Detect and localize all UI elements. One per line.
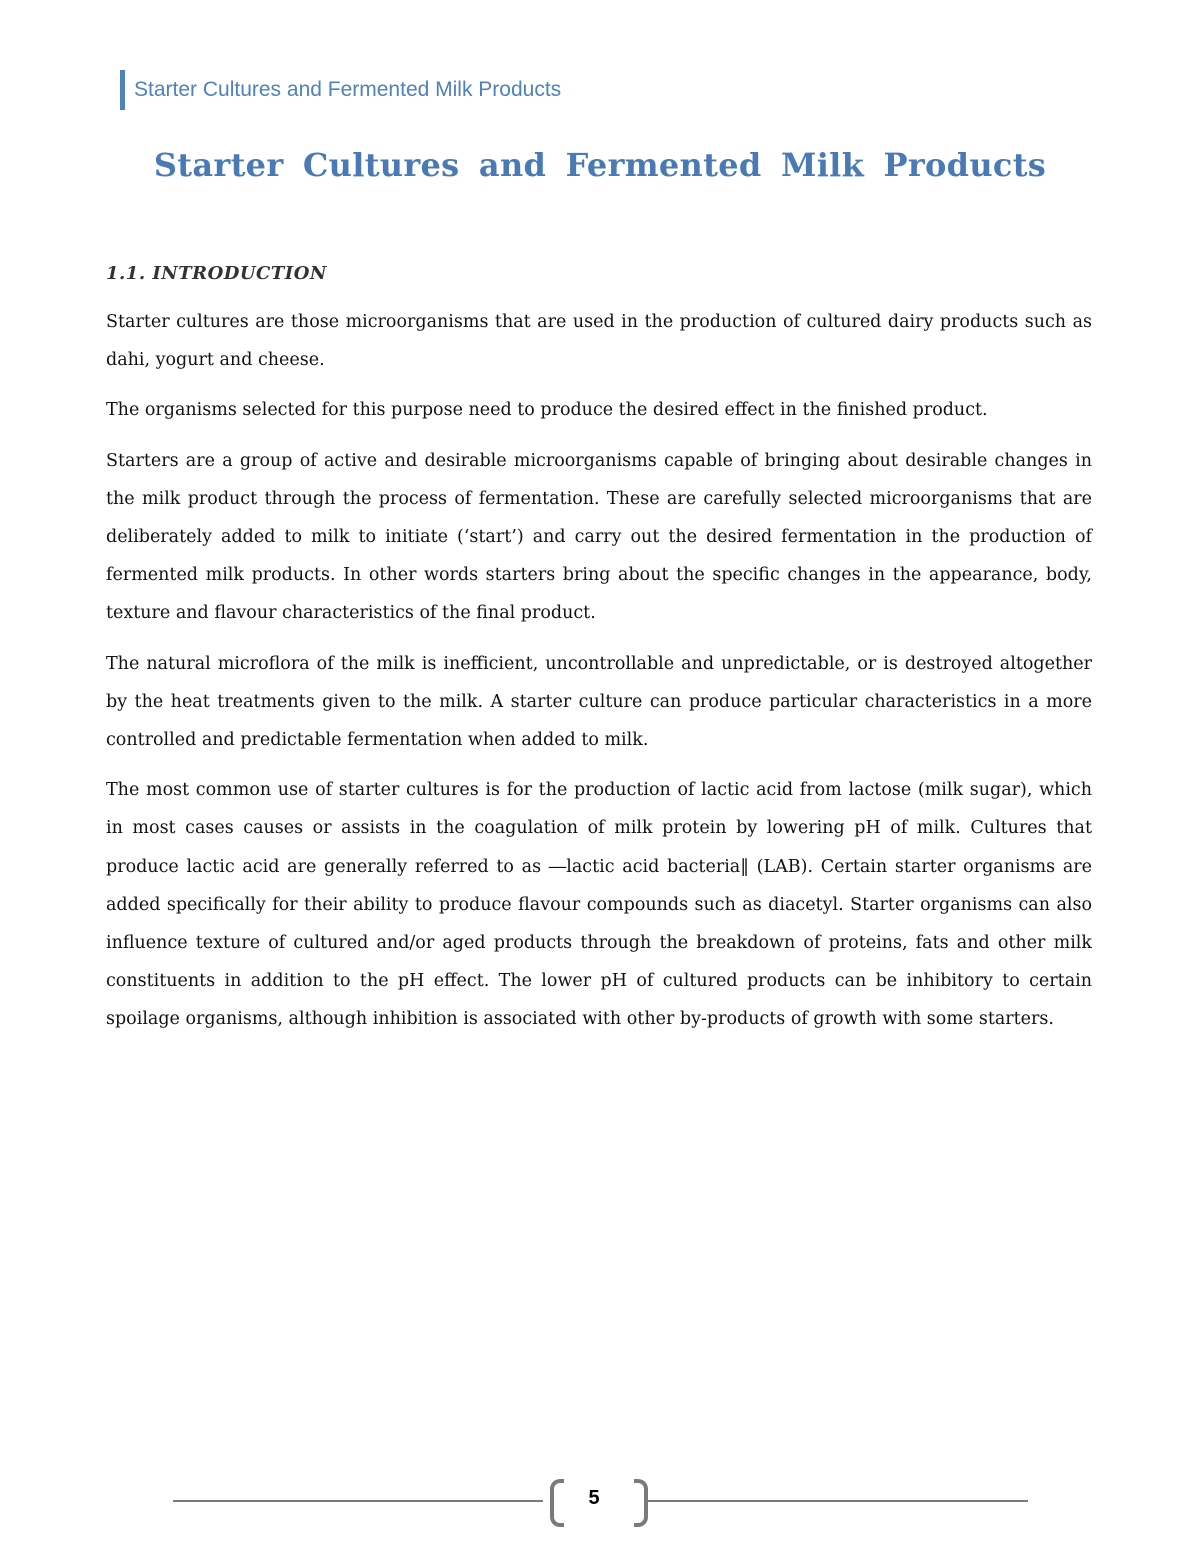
document-body: [106, 262, 1092, 1051]
running-header: [120, 70, 561, 110]
paragraph-1: Starter cultures are those microorganisms that are used in the production of cultured dairy products such as dahi, yogurt and cheese.: [106, 312, 1092, 371]
paragraph-5: The most common use of starter cultures is for the production of lactic acid from lactose (milk sugar), which in most cases causes or assists in the coagulation of milk protein by lowering pH of milk. Cultures that produce lactic acid are generally referred to as ―lactic acid bacteria‖ (LAB). Certain starter organisms are added specifically for their ability to produce flavour compounds such as diacetyl. Starter organisms can also influence texture of cultured and/or aged products through the breakdown of proteins, fats and other milk constituents in addition to the pH effect. The lower pH of cultured products can be inhibitory to certain spoilage organisms, although inhibition is associated with other by-products of growth with some starters.: [106, 780, 1092, 1030]
footer-rule-right: [648, 1500, 1028, 1502]
page-footer: [0, 1475, 1200, 1535]
page-title: Starter Cultures and Fermented Milk Products: [153, 146, 1047, 184]
paragraph-4: The natural microflora of the milk is inefficient, uncontrollable and unpredictable, or is destroyed altogether by the heat treatments given to the milk. A starter culture can produce particular characteristics in a more controlled and predictable fermentation when added to milk.: [106, 653, 1092, 751]
running-header-title: Starter Cultures and Fermented Milk Products: [134, 78, 562, 101]
page-number: 5: [588, 1487, 600, 1509]
section-heading: 1.1. INTRODUCTION: [106, 263, 327, 284]
close-bracket-icon: [634, 1479, 648, 1527]
paragraph-2: The organisms selected for this purpose need to produce the desired effect in the finished product.: [106, 400, 988, 421]
footer-rule-left: [173, 1500, 543, 1502]
paragraph-3: Starters are a group of active and desirable microorganisms capable of bringing about desirable changes in the milk product through the process of fermentation. These are carefully selected microorganisms that are deliberately added to milk to initiate (‘start’) and carry out the desired fermentation in the production of fermented milk products. In other words starters bring about the specific changes in the appearance, body, texture and flavour characteristics of the final product.: [106, 450, 1092, 624]
